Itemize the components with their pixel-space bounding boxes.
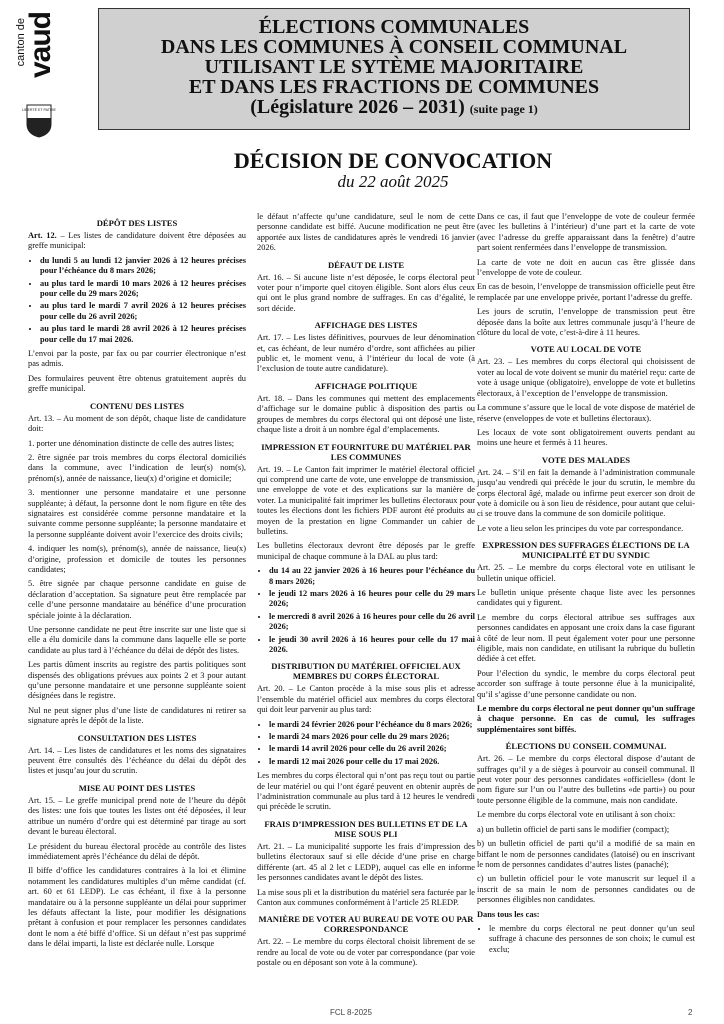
distribution-dates-list [257,720,475,768]
list-item: 3. mentionner une personne mandataire et une personne suppléante; à défaut, la personne dont le nom figure en tête des signataires est considérée comme personne mandataire et la suivante comme personne suppléante; la personne mandataire et la personne suppléante doivent avoir l’exercice des droits civils; [28,488,246,539]
list-item: • le mardi 24 mars 2026 pour celle du 29 mars 2026; [269,732,475,742]
heading-conseil: ÉLECTIONS DU CONSEIL COMMUNAL [505,741,667,752]
page-title: DÉCISION DE CONVOCATION [233,148,553,173]
shield-icon [22,104,56,138]
paragraph: En cas de besoin, l’enveloppe de transmission officielle peut être remplacée par une enveloppe privée, portant l’adresse du greffe. [477,282,695,302]
heading-contenu: CONTENU DES LISTES [89,400,185,411]
paragraph: Pour l’élection du syndic, le membre du corps électoral peut accorder son suffrage à toute personne élue à la municipalité, qu’il s’agisse d’une personne candidate ou non. [477,668,695,699]
heading-distribution: DISTRIBUTION DU MATÉRIEL OFFICIEL AUX MEMBRES DU CORPS ÉLECTORAL [271,661,461,682]
list-item: c) un bulletin officiel pour le vote manuscrit sur lequel il a inscrit de sa main le nom de personnes candidates ou de personnes éligibles non candidates. [477,874,695,905]
art15: Art. 15. – Le greffe municipal prend note de l’heure du dépôt des listes: une fois que toutes les listes ont été déposées, il leur attribue un numéro d’ordre qui est déterminé par tirage au sort devant le bureau électoral. [28,795,246,837]
paragraph: Le bulletin unique présente chaque liste avec les personnes candidates qui y figurent. [477,587,695,608]
header-line-3: UTILISANT LE SYTÈME MAJORITAIRE [204,56,584,78]
art23: Art. 23. – Les membres du corps électoral qui choisissent de voter au local de vote doivent se munir du matériel reçu: carte de vote à usage unique (obligatoire), enveloppe de vote et bulletins électoraux, à l’exception de l’enveloppe de transmission. [477,357,695,398]
canton-vaud-logo [8,6,68,144]
header-suite: (suite page 1) [469,102,538,116]
paragraph: Le président du bureau électoral procède au contrôle des listes immédiatement après l’échéance du délai de dépôt. [28,841,246,861]
paragraph: Nul ne peut signer plus d’une liste de candidatures ni retirer sa signature après le dépôt de la liste. [28,705,246,726]
column-1 [28,212,246,954]
header-box [98,8,690,130]
decision-date: du 22 août 2025 [337,172,449,191]
list-item: • au plus tard le mardi 28 avril 2026 à 12 heures précises pour celle du 17 mai 2026. [40,324,246,345]
list-item: • le mardi 12 mai 2026 pour celle du 17 mai 2026. [269,757,475,767]
list-item: • le membre du corps électoral ne peut donner qu’un seul suffrage à chacune des personnes de son choix; le cumul est exclu; [489,924,695,955]
heading-frais: FRAIS D’IMPRESSION DES BULLETINS ET DE LA MISE SOUS PLI [264,818,468,839]
list-item: • le jeudi 30 avril 2026 à 16 heures pour celle du 17 mai 2026. [269,635,475,656]
header-line-1: ÉLECTIONS COMMUNALES [258,16,530,38]
paragraph: Le membre du corps électoral attribue ses suffrages aux personnes candidates en apposant une croix dans la case figurant à côté de leur nom. Il peut également voter pour une personne éligible, mais non candidate, en utilisant la rubrique du bulletin dédiée à cet effet. [477,612,695,664]
art13: Art. 13. – Au moment de son dépôt, chaque liste de candidature doit: [28,413,246,434]
logo-vaud-text: vaud [24,12,57,79]
heading-maniere: MANIÈRE DE VOTER AU BUREAU DE VOTE OU PAR CORRESPONDANCE [258,914,474,935]
art16: Art. 16. – Si aucune liste n’est déposée, le corps électoral peut voter pour n’importe quel citoyen éligible. Sont alors élus ceux qui ont le plus grand nombre de suffrages. En cas d’égalité, le sort décide. [257,272,475,313]
paragraph: La mise sous pli et la distribution du matériel sera facturée par le Canton aux communes conformément à l’article 25 RLEDP. [257,887,475,907]
heading-expression: EXPRESSION DES SUFFRAGES ÉLECTIONS DE LA MUNICIPALITÉ ET DU SYNDIC [482,540,690,561]
heading-affichage-politique: AFFICHAGE POLITIQUE [314,380,418,391]
list-item: • du 14 au 22 janvier 2026 à 16 heures pour l’échéance du 8 mars 2026; [269,566,475,587]
list-item: • le mardi 14 avril 2026 pour celle du 26 avril 2026; [269,744,475,754]
list-item: • le mercredi 8 avril 2026 à 16 heures pour celle du 26 avril 2026; [269,612,475,633]
list-item: • du lundi 5 au lundi 12 janvier 2026 à 12 heures précises pour l’échéance du 8 mars 2026; [40,256,246,277]
paragraph: La carte de vote ne doit en aucun cas être glissée dans l’enveloppe de vote de couleur. [477,257,695,278]
paragraph: Le membre du corps électoral vote en utilisant à son choix: [477,810,676,820]
paragraph: Les bulletins électoraux devront être déposés par le greffe municipal de chaque commune à la DAL au plus tard: [257,541,475,561]
art24: Art. 24. – S’il en fait la demande à l’administration communale jusqu’au vendredi qui précède le jour du scrutin, le membre du corps électoral âgé, malade ou infirme peut exercer son droit de vote à domicile ou à son lieu de résidence, pour autant que celui-ci se trouve dans la commune de son domicile politique. [477,467,695,519]
art21: Art. 21. – La municipalité supporte les frais d’impression des bulletins électoraux sauf si elle décide d’une prise en charge différente (art. 45 al 2 let c LEDP), auquel cas elle en informe les personnes candidates avant le dépôt des listes. [257,841,475,883]
header-legislature: (Législature 2026 – 2031) [250,96,465,118]
logo-canton-text: canton de [15,18,27,67]
paragraph: Les partis dûment inscrits au registre des partis politiques sont dispensés des obligations prévues aux points 2 et 3 pour autant qu’une personne mandataire et une personne suppléante soient désignées dans le registre. [28,660,246,701]
depot-dates-list [28,256,246,345]
paragraph: Des formulaires peuvent être obtenus gratuitement auprès du greffe municipal. [28,373,246,394]
paragraph: La commune s’assure que le local de vote dispose de matériel de réserve (enveloppes de vote et bulletins électoraux). [477,403,695,423]
heading-affichage: AFFICHAGE DES LISTES [314,320,418,331]
paragraph: Il biffe d’office les candidatures contraires à la loi et élimine notamment les candidatures multiples d’un même candidat (cf. art. 60 et 61 LEDP). Le cas échéant, il fixe à la personne mandataire ou à la personne suppléante un délai pour supprimer les défauts affectant la liste, pour modifier les désignations prêtant à confusion et pour remplacer les personnes candidates dont le nom a été biffé d’office. Si un défaut n’est pas supprimé dans le délai imparti, la liste est déclarée nulle. Lorsque [28,866,246,949]
list-item: • au plus tard le mardi 7 avril 2026 à 12 heures précises pour celle du 26 avril 2026; [40,301,246,322]
paragraph: Une personne candidate ne peut être inscrite sur une liste que si elle a élu domicile dans la commune dans laquelle elle se porte candidate au plus tard à l’échéance du délai de dépôt des listes. [28,625,246,655]
paragraph: Les locaux de vote sont obligatoirement ouverts pendant au moins une heure et fermés à 11 heures. [477,427,695,448]
tous-list [477,924,695,955]
heading-defaut: DÉFAUT DE LISTE [327,259,405,270]
art14: Art. 14. – Les listes de candidatures et les noms des signataires peuvent être consultés dès l’échéance du délai du dépôt des listes et jusqu’au jour du scrutin. [28,745,246,776]
heading-impression: IMPRESSION ET FOURNITURE DU MATÉRIEL PAR LES COMMUNES [261,441,471,462]
column-3 [477,212,695,959]
art26: Art. 26. – Le membre du corps électoral dispose d’autant de suffrages qu’il y a de sièges à pourvoir au conseil communal. Il peut voter pour des personnes candidates «officielles» (dont le nom figure sur l’un ou l’autre des bulletins «de parti») ou pour toute personne éligible de la commune, mais non candidate. [477,754,695,805]
art25: Art. 25. – Le membre du corps électoral vote en utilisant le bulletin unique officiel. [477,563,695,583]
paragraph: Les membres du corps électoral qui n’ont pas reçu tout ou partie de leur matériel ou qui l’ont égaré peuvent en obtenir auprès de l’administration communale au plus tard à 12 heures le vendredi qui précède le scrutin. [257,771,475,812]
paragraph: Le vote a lieu selon les principes du vote par correspondance. [477,523,684,533]
art17: Art. 17. – Les listes définitives, pourvues de leur dénomination et, cas échéant, de leur numéro d’ordre, sont affichées au pilier public et, le moment venu, à l’intérieur du local de vote (à l’exclusion de toute autre candidature). [257,333,475,374]
art19: Art. 19. – Le Canton fait imprimer le matériel électoral officiel qui comprend une carte de vote, une enveloppe de transmission, une enveloppe de vote et des explications sur la manière de voter. La municipalité fait imprimer les bulletins électoraux pour toutes les élections dont les fichiers PDF auront été produits au moyen de la prestation en ligne Commander un cahier de bulletins. [257,464,475,536]
list-item: • le mardi 24 février 2026 pour l’échéance du 8 mars 2026; [269,720,475,730]
heading-mise-au-point: MISE AU POINT DES LISTES [78,782,196,793]
art22: Art. 22. – Le membre du corps électoral choisit librement de se rendre au local de vote ou de voter par correspondance (par voie postale ou en déposant son vote à la commune). [257,937,475,968]
logo-motto-text: LIBERTÉ ET PATRIE [22,108,56,112]
heading-malades: VOTE DES MALADES [541,454,631,465]
list-item: 5. être signée par chaque personne candidate en guise de déclaration d’acceptation. Sa signature peut être remplacée par celle d’une personne mandataire au bénéfice d’une procuration spéciale jointe à la déclaration. [28,579,246,620]
list-item: 1. porter une dénomination distincte de celle des autres listes; [28,438,235,448]
art12-text: – Les listes de candidature doivent être déposées au greffe municipal: [28,231,246,251]
header-line-5 [99,97,689,119]
column-2 [257,212,475,973]
paragraph: Les jours de scrutin, l’enveloppe de transmission peut être déposée dans la boîte aux lettres communale jusqu’à l’heure de clôture du local de vote, c’est-à-dire à 11 heures. [477,307,695,338]
footer-code: FCL 8-2025 [330,1008,372,1017]
list-item: • le jeudi 12 mars 2026 à 16 heures pour celle du 29 mars 2026; [269,589,475,610]
header-line-4: ET DANS LES FRACTIONS DE COMMUNES [188,76,600,98]
art12 [28,231,246,252]
paragraph: Dans ce cas, il faut que l’enveloppe de vote de couleur fermée (avec les bulletins à l’intérieur) d’une part et la carte de vote (avec l’adresse du greffe apparaissant dans la fenêtre) d’autre part soient renfermées dans l’enveloppe de transmission. [477,212,695,253]
list-item: 4. indiquer les nom(s), prénom(s), année de naissance, lieu(x) d’origine, profession et domicile de toutes les personnes candidates; [28,544,246,574]
paragraph: Le membre du corps électoral ne peut donner qu’un suffrage à chaque personne. En cas de cumul, les suffrages supplémentaires sont biffés. [477,704,695,734]
page-number: 2 [688,1008,693,1017]
bulletin-dates-list [257,566,475,655]
list-item: a) un bulletin officiel de parti sans le modifier (compact); [477,824,670,834]
heading-local: VOTE AU LOCAL DE VOTE [530,344,642,355]
paragraph: le défaut n’affecte qu’une candidature, seul le nom de cette personne candidate est biffé. Aucune modification ne peut être apportée aux listes de candidatures après le vendredi 16 janvier 2026. [257,212,475,253]
art20: Art. 20. – Le Canton procède à la mise sous plis et adresse l’ensemble du matériel officiel aux membres du corps électoral qui doit leur parvenir au plus tard: [257,684,475,715]
list-item: b) un bulletin officiel de parti qu’il a modifié de sa main en biffant le nom de personnes candidates (latoisé) ou en inscrivant le nom de personnes candidates d’autres listes (panaché); [477,839,695,869]
heading-depot: DÉPÔT DES LISTES [96,218,178,228]
dans-tous-les-cas: Dans tous les cas: [477,909,540,919]
art18: Art. 18. – Dans les communes qui mettent des emplacements d’affichage sur le domaine public à disposition des partis ou groupes de membres du corps électoral qui ont déposé une liste, chaque liste a droit à un nombre égal d’emplacements. [257,393,475,435]
list-item: • au plus tard le mardi 10 mars 2026 à 12 heures précises pour celle du 29 mars 2026; [40,279,246,300]
paragraph: L’envoi par la poste, par fax ou par courrier électronique n’est pas admis. [28,349,246,369]
heading-consultation: CONSULTATION DES LISTES [77,732,197,743]
list-item: 2. être signée par trois membres du corps électoral domiciliés dans la commune, avec l’indication de leur(s) nom(s), prénom(s), année de naissance, lieu(x) d’origine et domicile; [28,452,246,483]
art12-label: Art. 12. [28,231,57,240]
header-line-2: DANS LES COMMUNES À CONSEIL COMMUNAL [160,36,628,58]
